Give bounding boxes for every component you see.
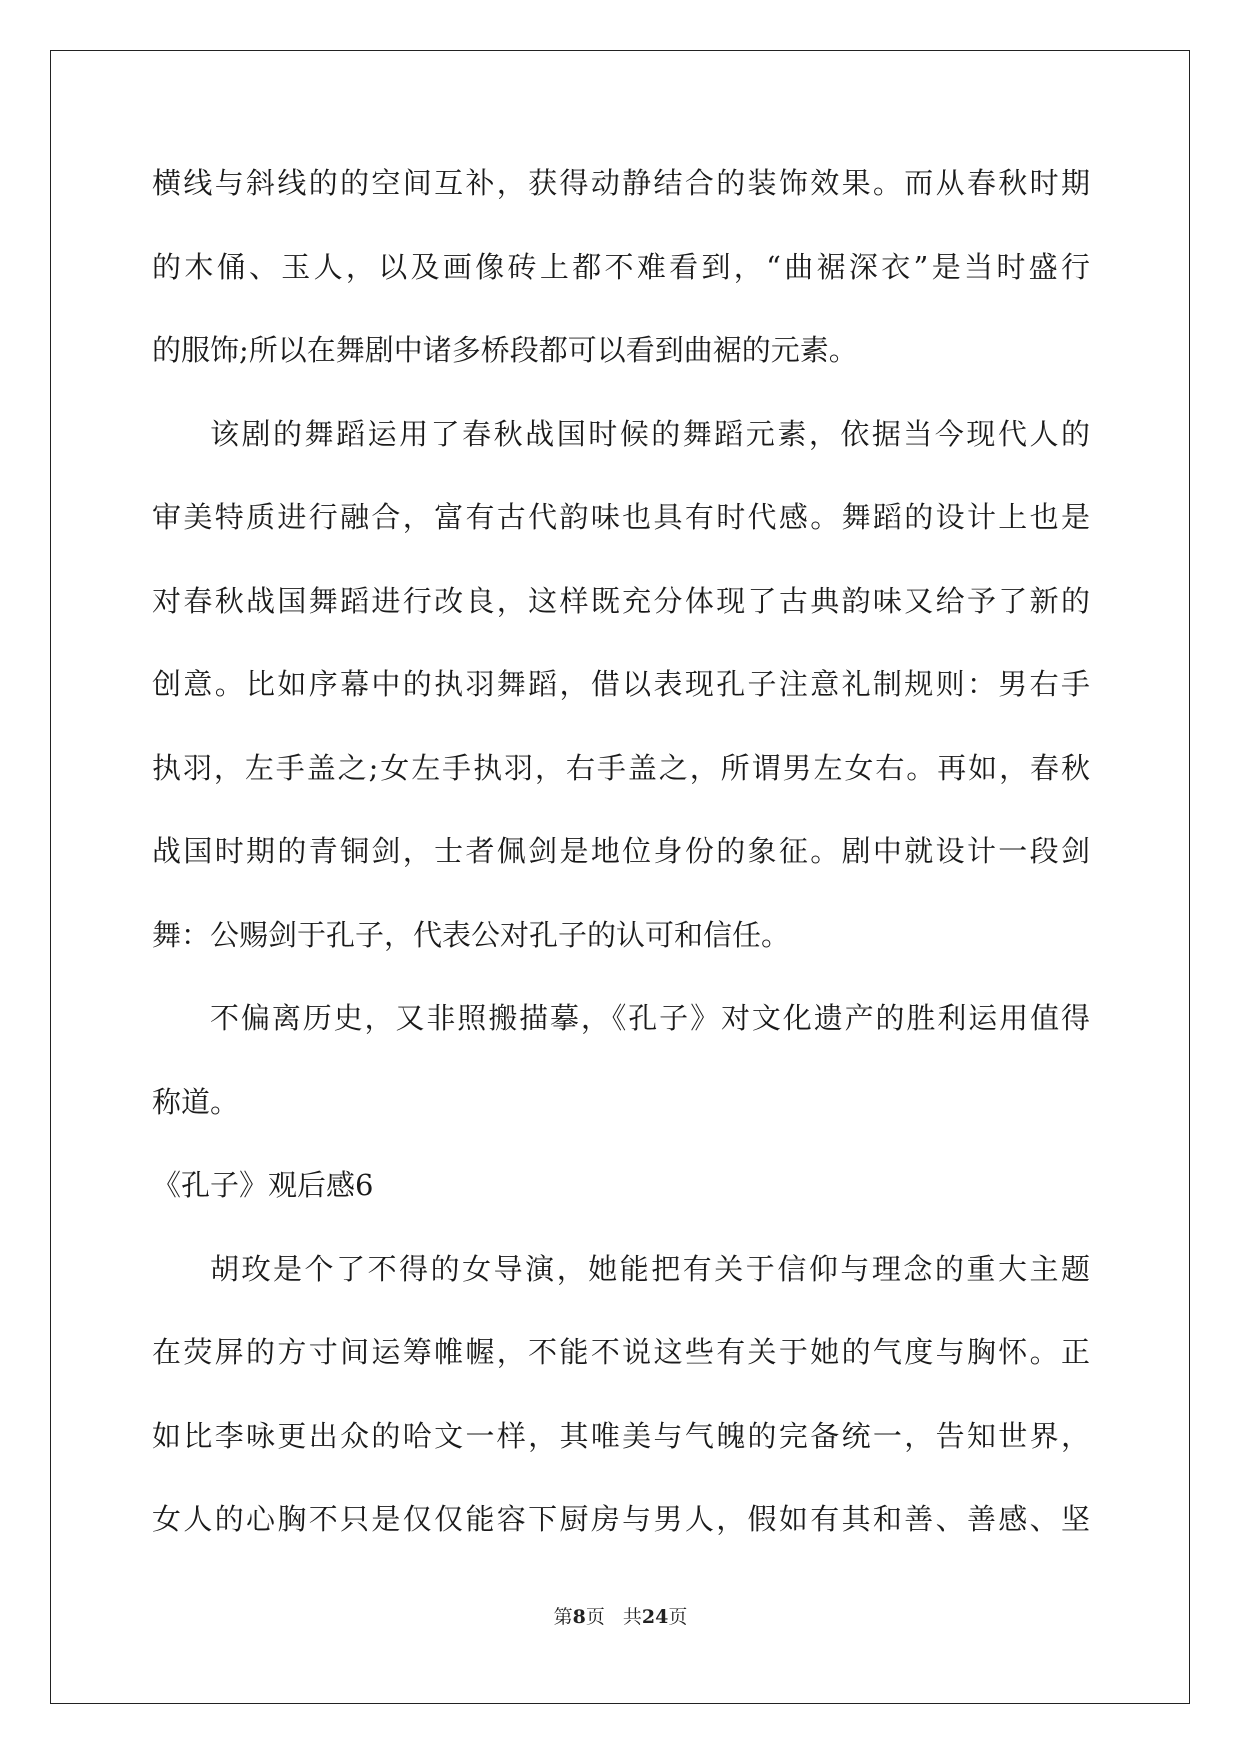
text-line: 横线与斜线的的空间互补，获得动静结合的装饰效果。而从春秋时期	[152, 166, 1090, 200]
section-heading: 《孔子》观后感6	[152, 1168, 374, 1202]
text-line: 称道。	[152, 1084, 240, 1119]
text-line: 创意。比如序幕中的执羽舞蹈，借以表现孔子注意礼制规则：男右手	[152, 667, 1090, 701]
footer-total-prefix: 共	[622, 1606, 642, 1628]
text-line: 在荧屏的方寸间运筹帷幄，不能不说这些有关于她的气度与胸怀。正	[152, 1335, 1090, 1369]
footer-prefix: 第	[553, 1606, 573, 1628]
text-line: 胡玫是个了不得的女导演，她能把有关于信仰与理念的重大主题	[210, 1251, 1090, 1286]
text-line: 审美特质进行融合，富有古代韵味也具有时代感。舞蹈的设计上也是	[152, 500, 1090, 534]
text-line: 执羽，左手盖之;女左手执羽，右手盖之，所谓男左女右。再如，春秋	[152, 750, 1090, 785]
footer-page-suffix: 页	[585, 1606, 605, 1628]
text-line: 不偏离历史，又非照搬描摹，《孔子》对文化遗产的胜利运用值得	[210, 1001, 1090, 1035]
page-footer	[0, 1602, 1241, 1629]
page-number: 8	[572, 1606, 586, 1628]
document-body	[152, 163, 1090, 1583]
text-line: 舞：公赐剑于孔子，代表公对孔子的认可和信任。	[152, 917, 791, 952]
text-line: 女人的心胸不只是仅仅能容下厨房与男人，假如有其和善、善感、坚	[152, 1502, 1090, 1536]
text-line: 如比李咏更出众的哈文一样，其唯美与气魄的完备统一，告知世界，	[152, 1418, 1090, 1453]
text-line: 战国时期的青铜剑，士者佩剑是地位身份的象征。剧中就设计一段剑	[152, 834, 1090, 868]
total-pages: 24	[641, 1606, 669, 1628]
text-line: 的服饰;所以在舞剧中诸多桥段都可以看到曲裾的元素。	[152, 333, 858, 367]
text-line: 对春秋战国舞蹈进行改良，这样既充分体现了古典韵味又给予了新的	[152, 583, 1090, 618]
text-line: 的木俑、玉人，以及画像砖上都不难看到，“曲裾深衣”是当时盛行	[152, 249, 1090, 284]
text-line: 该剧的舞蹈运用了春秋战国时候的舞蹈元素，依据当今现代人的	[210, 416, 1090, 451]
footer-total-suffix: 页	[668, 1606, 688, 1628]
